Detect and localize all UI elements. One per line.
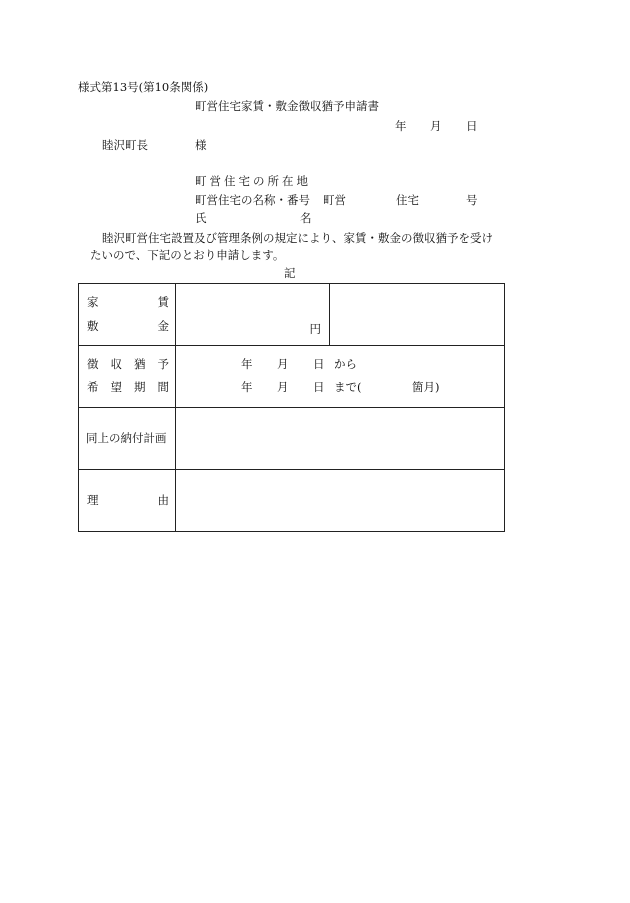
from-year-label: 年: [241, 357, 253, 371]
table-row-payment-plan: [79, 408, 505, 470]
desired-period-label-char: 間: [157, 380, 169, 394]
to-suffix: まで(: [334, 380, 362, 394]
from-suffix: から: [334, 357, 357, 371]
reason-label-char: 理: [87, 493, 99, 507]
form-number: 様式第13号(第10条関係): [78, 80, 209, 94]
date-month-label: 月: [430, 119, 442, 133]
date-year-label: 年: [395, 119, 407, 133]
document-title: 町営住宅家賃・敷金徴収猶予申請書: [195, 99, 379, 113]
application-table: [78, 283, 505, 532]
to-year-label: 年: [241, 380, 253, 394]
deferral-label-char: 徴: [87, 357, 99, 371]
rent-label-char: 賃: [157, 295, 169, 309]
name-label-first: 氏: [195, 211, 207, 225]
from-day-label: 日: [313, 357, 325, 371]
table-row-deferral-period: [79, 346, 505, 408]
deferral-period-value-cell[interactable]: [176, 346, 505, 408]
deferral-label-char: 予: [157, 357, 169, 371]
yen-unit: 円: [309, 322, 321, 336]
addressee: 睦沢町長: [102, 138, 148, 152]
rent-deposit-extra-cell[interactable]: [330, 284, 505, 346]
deposit-label-char: 金: [157, 319, 169, 333]
rent-deposit-amount-cell[interactable]: [176, 284, 330, 346]
rent-deposit-label-cell: [79, 284, 176, 346]
honorific: 様: [195, 138, 207, 152]
payment-plan-value-cell[interactable]: [176, 408, 505, 470]
reason-value-cell[interactable]: [176, 470, 505, 532]
reason-label-char: 由: [157, 493, 169, 507]
address-label: 町営住宅の所在地: [195, 174, 311, 188]
deferral-label-char: 収: [110, 357, 122, 371]
deposit-label: [87, 321, 169, 333]
name-label-second: 名: [300, 211, 312, 225]
deposit-label-char: 敷: [87, 319, 99, 333]
deferral-label-char: 猶: [134, 357, 146, 371]
desired-period-label: [87, 382, 169, 394]
from-month-label: 月: [277, 357, 289, 371]
rent-label-char: 家: [87, 295, 99, 309]
date-day-label: 日: [466, 119, 478, 133]
to-day-label: 日: [313, 380, 325, 394]
rent-label: [87, 297, 169, 309]
months-suffix: 箇月): [412, 380, 440, 394]
housing-label: 住宅: [396, 193, 419, 207]
housing-name-number-label: 町営住宅の名称・番号: [195, 193, 310, 207]
table-row-reason: [79, 470, 505, 532]
desired-period-label-char: 望: [110, 380, 122, 394]
payment-plan-label-cell: [79, 408, 176, 470]
payment-plan-label: 同上の納付計画: [86, 431, 167, 445]
town-housing-label: 町営: [323, 193, 346, 207]
reason-label-cell: [79, 470, 176, 532]
body-text-line1: 睦沢町営住宅設置及び管理条例の規定により、家賃・敷金の徴収猶予を受け: [102, 231, 493, 245]
ki-heading: 記: [284, 266, 296, 280]
to-month-label: 月: [277, 380, 289, 394]
table-row-rent-deposit: [79, 284, 505, 346]
deferral-period-label-cell: [79, 346, 176, 408]
desired-period-label-char: 期: [134, 380, 146, 394]
desired-period-label-char: 希: [87, 380, 99, 394]
reason-label: [87, 495, 169, 507]
body-text-line2: たいので、下記のとおり申請します。: [90, 248, 285, 262]
deferral-label: [87, 359, 169, 371]
number-suffix: 号: [466, 193, 478, 207]
